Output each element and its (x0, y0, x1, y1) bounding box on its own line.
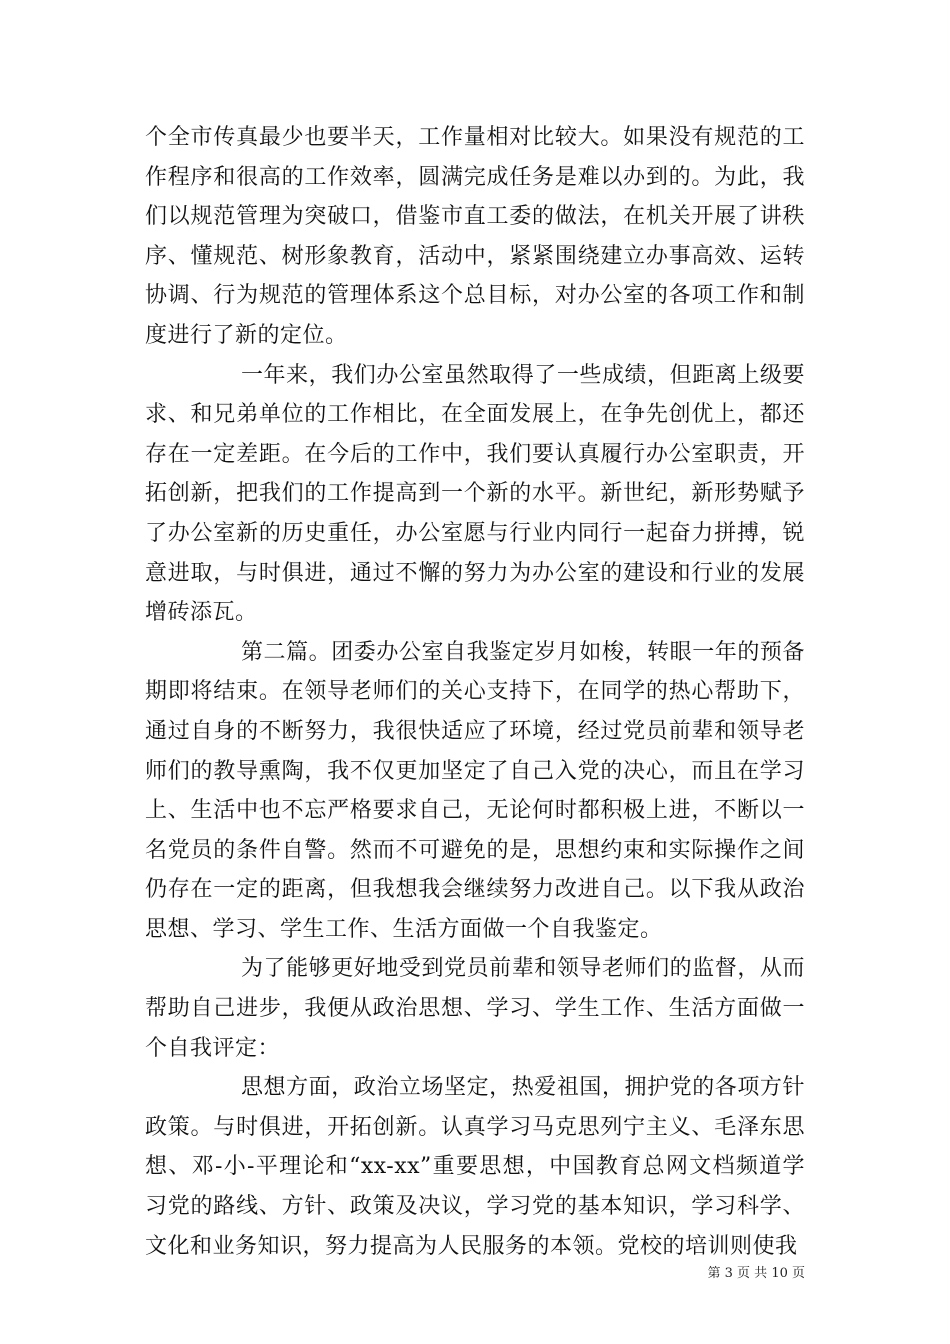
paragraph-summary: 一年来，我们办公室虽然取得了一些成绩，但距离上级要求、和兄弟单位的工作相比，在全面发展上，在争先创优上，都还存在一定差距。在今后的工作中，我们要认真履行办公室职责，开拓创新，把我们的工作提高到一个新的水平。新世纪，新形势赋予了办公室新的历史重任，办公室愿与行业内同行一起奋力拼搏，锐意进取，与时俱进，通过不懈的努力为办公室的建设和行业的发展增砖添瓦。 (145, 362, 805, 626)
document-body (145, 118, 805, 1266)
paragraph-self-evaluation-intro: 为了能够更好地受到党员前辈和领导老师们的监督，从而帮助自己进步，我便从政治思想、学习、学生工作、生活方面做一个自我评定： (145, 956, 805, 1061)
page-number-footer: 第 3 页 共 10 页 (707, 1266, 805, 1281)
paragraph-ideology: 思想方面，政治立场坚定，热爱祖国，拥护党的各项方针政策。与时俱进，开拓创新。认真学习马克思列宁主义、毛泽东思想、邓-小-平理论和“xx-xx”重要思想，中国教育总网文档频道学习党的路线、方针、政策及决议，学习党的基本知识，学习科学、文化和业务知识，努力提高为人民服务的本领。党校的培训则使我 (145, 1075, 805, 1259)
paragraph-section-two: 第二篇。团委办公室自我鉴定岁月如梭，转眼一年的预备期即将结束。在领导老师们的关心支持下，在同学的热心帮助下，通过自身的不断努力，我很快适应了环境，经过党员前辈和领导老师们的教导熏陶，我不仅更加坚定了自己入党的决心，而且在学习上、生活中也不忘严格要求自己，无论何时都积极上进，不断以一名党员的条件自警。然而不可避免的是，思想约束和实际操作之间仍存在一定的距离，但我想我会继续努力改进自己。以下我从政治思想、学习、学生工作、生活方面做一个自我鉴定。 (145, 639, 805, 942)
paragraph-continuation: 个全市传真最少也要半天，工作量相对比较大。如果没有规范的工作程序和很高的工作效率，圆满完成任务是难以办到的。为此，我们以规范管理为突破口，借鉴市直工委的做法，在机关开展了讲秩序、懂规范、树形象教育，活动中，紧紧围绕建立办事高效、运转协调、行为规范的管理体系这个总目标，对办公室的各项工作和制度进行了新的定位。 (145, 125, 805, 348)
